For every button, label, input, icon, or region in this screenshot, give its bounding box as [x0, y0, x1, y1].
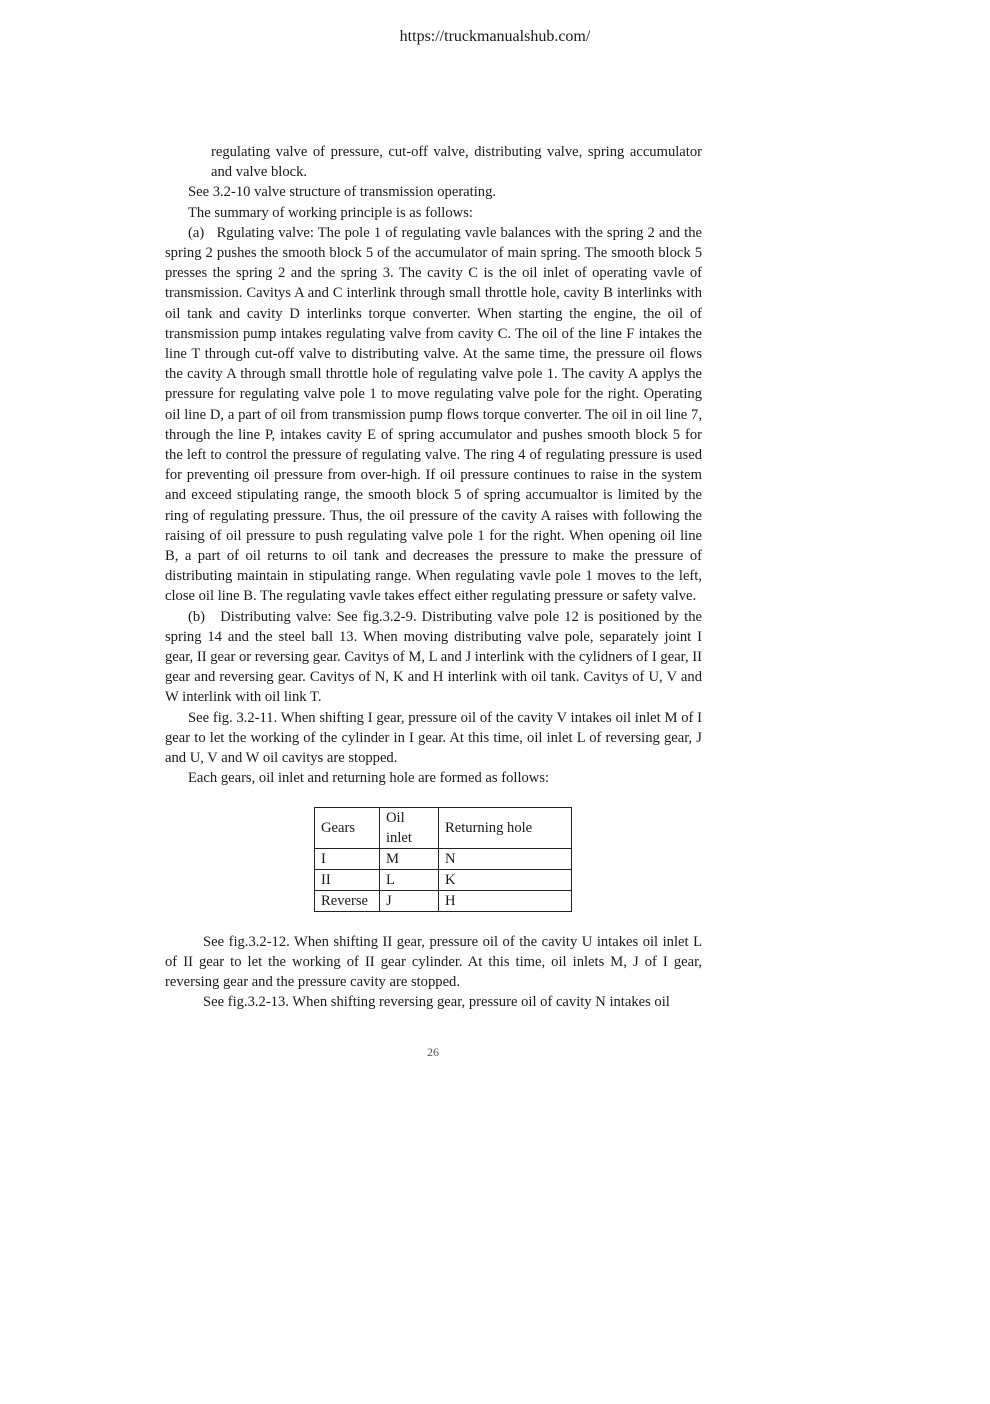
paragraph-shifting-reverse: See fig.3.2-13. When shifting reversing gear, pressure oil of cavity N intakes oil — [203, 994, 670, 1011]
paragraph-regulating-valve: (a) Rgulating valve: The pole 1 of regulating vavle balances with the spring 2 and the spring 2 pushes the smooth block 5 of the accumulator of main spring. The smooth block 5 presses the spring 2 and the spring 3. The cavity C is the oil inlet of operating vavle of transmission. Cavitys A and C interlink through small throttle hole, cavity B interlinks with oil tank and cavity D interlinks torque converter. When starting the engine, the oil of transmission pump intakes regulating valve from cavity C. The oil of the line F intakes the line T through cut-off valve to distributing valve. At the same time, the pressure oil flows the cavity A through small throttle hole of regulating valve pole 1. The cavity A applys the pressure for regulating valve pole 1 to move regulating valve pole for the right. Operating oil line D, a part of oil from transmission pump flows torque converter. The oil in oil line 7, through the line P, intakes cavity E of spring accumulator and pushes smooth block 5 for the left to control the pressure of regulating valve. The ring 4 of regulating pressure is used for preventing oil pressure from over-high. If oil pressure continues to raise in the system and exceed stipulating range, the smooth block 5 of spring accumualtor is limited by the ring of regulating pressure. Thus, the oil pressure of the cavity A raises with following the raising of oil pressure to push regulating valve pole 1 for the right. When opening oil line B, a part of oil returns to oil tank and decreases the pressure to make the pressure of distributing maintain in stipulating range. When regulating vavle pole 1 moves to the left, close oil line B. The regulating vavle takes effect either regulating pressure or safety valve. — [165, 224, 702, 605]
table-header-row — [315, 807, 572, 848]
paragraph-summary-intro: The summary of working principle is as follows: — [188, 204, 473, 221]
paragraph-distributing-valve: (b) Distributing valve: See fig.3.2-9. Distributing valve pole 12 is positioned by the spring 14 and the steel ball 13. When moving distributing valve pole, separately joint I gear, II gear or reversing gear. Cavitys of M, L and J interlink with the cylidners of I gear, II gear and reversing gear. Cavitys of N, K and H interlink with oil tank. Cavitys of U, V and W interlink with oil link T. — [165, 608, 702, 706]
table-cell: I — [315, 848, 380, 869]
table-header-cell: Oil inlet — [380, 807, 439, 848]
table-cell: K — [439, 869, 572, 890]
table-cell: J — [380, 890, 439, 911]
paragraph-shifting-i-gear: See fig. 3.2-11. When shifting I gear, pressure oil of the cavity V intakes oil inlet M of I gear to let the working of the cylinder in I gear. At this time, oil inlet L of reversing gear, J and U, V and W oil cavitys are stopped. — [165, 709, 702, 767]
page-number: 26 — [427, 1045, 439, 1059]
table-row — [315, 848, 572, 869]
document-body — [165, 142, 702, 1012]
paragraph-shifting-ii-gear: See fig.3.2-12. When shifting II gear, pressure oil of the cavity U intakes oil inlet L of II gear to let the working of II gear cylinder. At this time, oil inlets M, J of I gear, reversing gear and the pressure cavity are stopped. — [165, 933, 702, 990]
table-cell: N — [439, 848, 572, 869]
table-cell: H — [439, 890, 572, 911]
gear-oil-table — [314, 807, 572, 912]
table-header-cell: Returning hole — [439, 807, 572, 848]
table-header-cell: Gears — [315, 807, 380, 848]
table-row — [315, 869, 572, 890]
paragraph-components: regulating valve of pressure, cut-off valve, distributing valve, spring accumulator and valve block. — [211, 144, 702, 181]
site-url[interactable]: https://truckmanualshub.com/ — [399, 28, 591, 45]
table-cell: II — [315, 869, 380, 890]
paragraph-table-intro: Each gears, oil inlet and returning hole are formed as follows: — [188, 770, 550, 787]
table-cell: Reverse — [315, 890, 380, 911]
table-cell: M — [380, 848, 439, 869]
table-cell: L — [380, 869, 439, 890]
paragraph-see-structure: See 3.2-10 valve structure of transmission operating. — [188, 184, 497, 201]
table-row — [315, 890, 572, 911]
